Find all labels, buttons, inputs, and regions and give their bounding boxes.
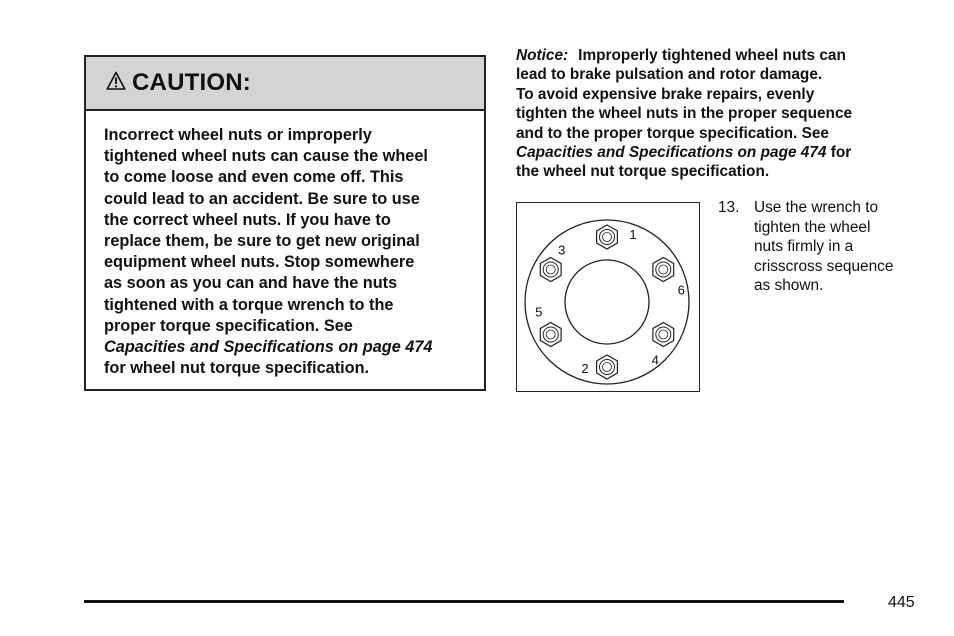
notice-line: Capacities and Specifications on page 474 for [516,144,852,162]
caution-line: equipment wheel nuts. Stop somewhere [104,253,415,272]
step-number: 13. [718,199,740,216]
nut-sequence-label: 2 [581,361,589,376]
caution-reference-link[interactable]: Capacities and Specifications on page 474 [104,338,433,357]
caution-line: tightened with a torque wrench to the [104,295,394,314]
caution-line: replace them, be sure to get new original [104,232,420,251]
notice-line: lead to brake pulsation and rotor damage. [516,66,823,84]
notice-label: Notice: [516,47,569,64]
caution-line: as soon as you can and have the nuts [104,274,398,293]
notice-reference-link[interactable]: Capacities and Specifications on page 474 [516,144,827,162]
caution-line: could lead to an accident. Be sure to use [104,189,420,208]
wheel-nut-sequence-diagram [516,202,700,392]
nut-sequence-label: 1 [629,227,637,242]
notice-line: Notice: Improperly tightened wheel nuts can [516,47,846,64]
notice-line: and to the proper torque specification. See [516,124,829,142]
nut-sequence-label: 3 [558,242,566,258]
caution-line: tightened wheel nuts can cause the wheel [104,147,428,166]
notice-line: tighten the wheel nuts in the proper sequence [516,105,853,123]
notice-paragraph [516,46,916,182]
caution-line: proper torque specification. See [104,316,353,335]
notice-line: the wheel nut torque specification. [516,163,770,181]
caution-body [86,111,484,379]
caution-box [84,55,486,391]
caution-header [86,57,484,111]
nut-sequence-label: 6 [677,282,685,298]
caution-line: Incorrect wheel nuts or improperly [104,126,372,144]
wheel-diagram-svg [517,203,698,390]
caution-title: CAUTION: [132,69,251,96]
nut-sequence-label: 4 [651,352,659,368]
caution-line: the correct wheel nuts. If you have to [104,210,391,229]
step-text: Use the wrench to tighten the wheel nuts firmly in a crisscross sequence as shown. [754,199,894,295]
page-number: 445 [888,594,915,611]
caution-line: to come loose and even come off. This [104,168,404,187]
footer-rule [84,600,844,603]
warning-triangle-icon [106,71,126,96]
notice-line: To avoid expensive brake repairs, evenly [516,85,815,103]
caution-line: for wheel nut torque specification. [104,359,370,378]
wheel-center-bore [565,260,649,344]
step-13 [718,198,928,296]
nut-sequence-label: 5 [535,304,543,320]
